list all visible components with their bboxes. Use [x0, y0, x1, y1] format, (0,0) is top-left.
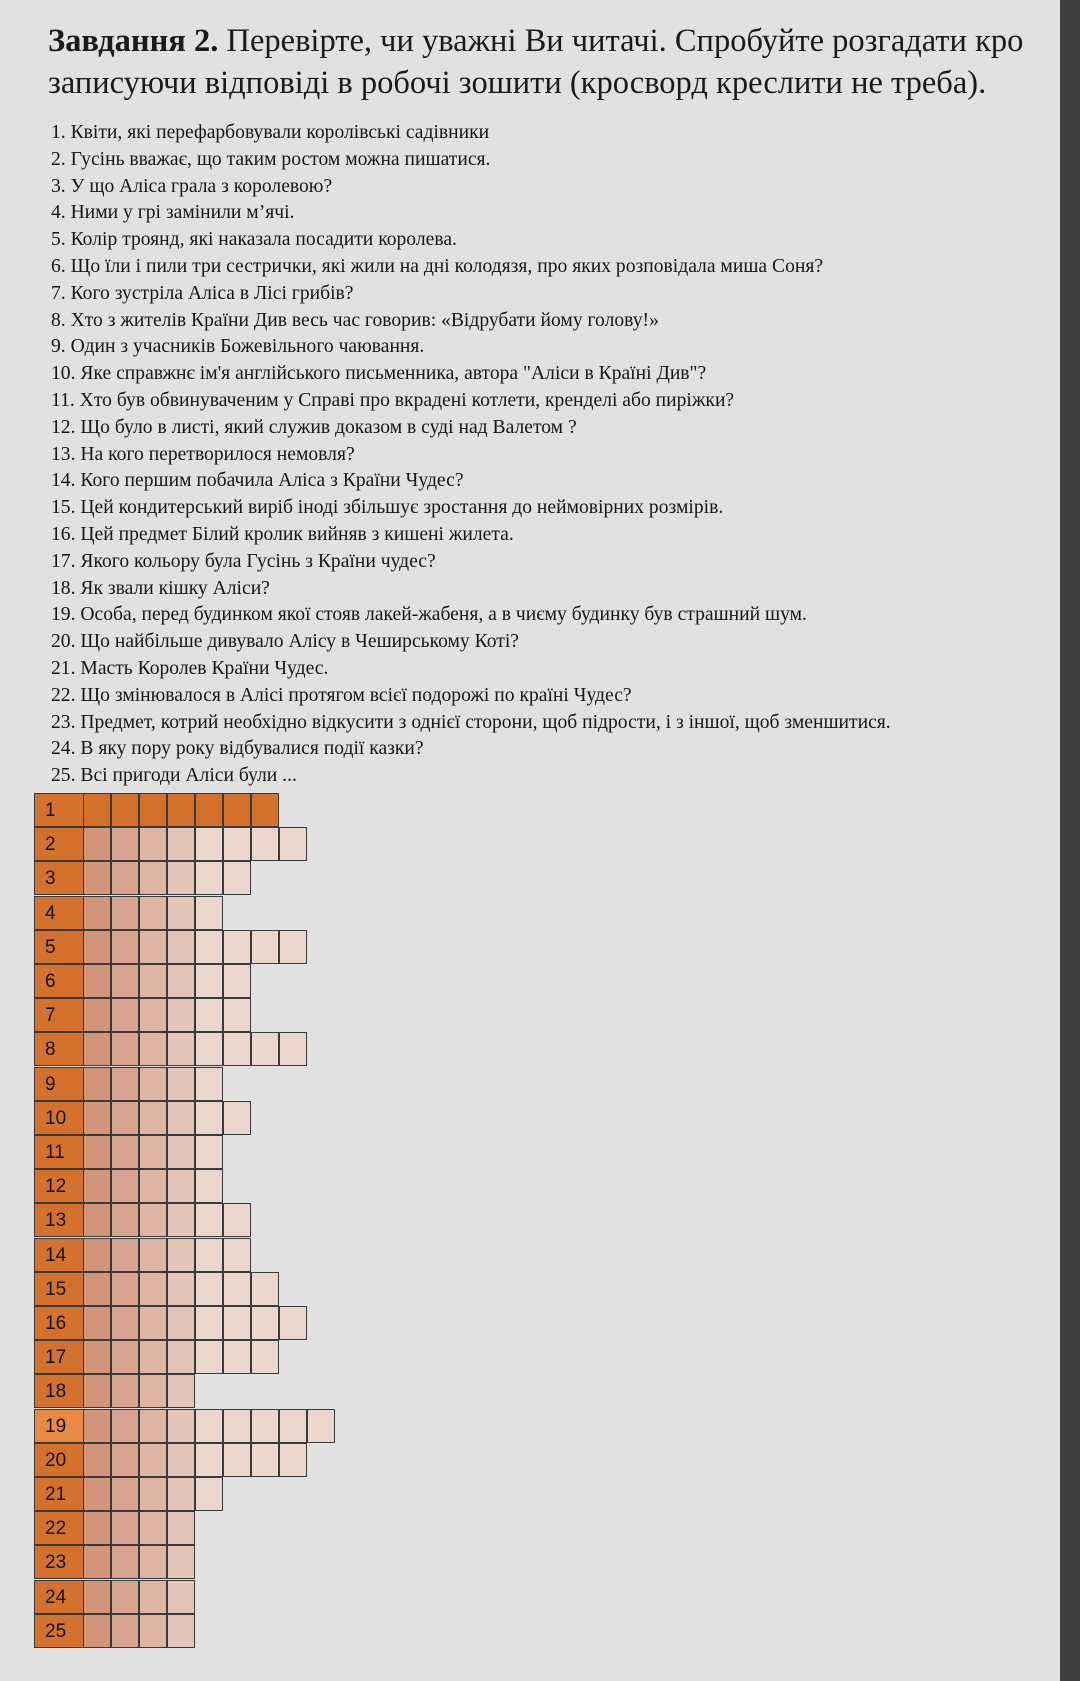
question-item: 6. Що їли і пили три сестрички, які жили на дні колодязя, про яких розповідала миша Соня? — [51, 255, 824, 277]
crossword-cell[interactable] — [167, 1032, 195, 1066]
crossword-cell[interactable] — [167, 827, 195, 861]
crossword-cell[interactable] — [83, 896, 111, 930]
crossword-cell[interactable] — [111, 964, 139, 998]
crossword-cell[interactable] — [111, 1067, 139, 1101]
crossword-cell[interactable] — [167, 896, 195, 930]
crossword-cell[interactable] — [251, 1272, 279, 1306]
question-list — [51, 120, 1066, 790]
crossword-row-number: 19 — [34, 1409, 84, 1443]
crossword-row — [34, 1409, 336, 1443]
question-item: 2. Гусінь вважає, що таким ростом можна пишатися. — [51, 148, 491, 170]
crossword-row-number: 22 — [34, 1511, 84, 1545]
question-item: 10. Яке справжнє ім'я англійського письменника, автора "Аліси в Країні Див"? — [51, 363, 707, 385]
crossword-row — [34, 1272, 280, 1306]
crossword-cell[interactable] — [223, 1409, 251, 1443]
crossword-cell[interactable] — [111, 1545, 139, 1579]
crossword-cell[interactable] — [139, 1340, 167, 1374]
crossword-cell[interactable] — [139, 1580, 167, 1614]
crossword-cell[interactable] — [279, 1032, 307, 1066]
question-item: 7. Кого зустріла Аліса в Лісі грибів? — [51, 282, 354, 304]
crossword-row — [34, 998, 252, 1032]
question-item: 8. Хто з жителів Країни Див весь час говорив: «Відрубати йому голову!» — [51, 309, 659, 331]
crossword-cell[interactable] — [167, 1272, 195, 1306]
crossword-row — [34, 827, 308, 861]
crossword-row — [34, 1340, 280, 1374]
crossword-row — [34, 1545, 196, 1579]
crossword-cell[interactable] — [195, 793, 223, 827]
crossword-cell[interactable] — [139, 861, 167, 895]
crossword-cell[interactable] — [83, 930, 111, 964]
crossword-cell[interactable] — [139, 1101, 167, 1135]
crossword-row-number: 15 — [34, 1272, 84, 1306]
heading-line-2: записуючи відповіді в робочі зошити (кросворд креслити не треба). — [48, 65, 987, 101]
crossword-row — [34, 793, 280, 827]
question-item: 22. Що змінювалося в Алісі протягом всієї подорожі по країні Чудес? — [51, 684, 632, 706]
crossword-cell[interactable] — [139, 793, 167, 827]
crossword-cell[interactable] — [139, 930, 167, 964]
crossword-grid — [34, 793, 394, 1649]
question-item: 20. Що найбільше дивувало Алісу в Чеширському Коті? — [51, 631, 519, 653]
crossword-cell[interactable] — [83, 1545, 111, 1579]
crossword-cell[interactable] — [223, 1340, 251, 1374]
crossword-row — [34, 1238, 252, 1272]
task-heading — [48, 20, 1068, 104]
crossword-cell[interactable] — [111, 1511, 139, 1545]
crossword-row-number: 16 — [34, 1306, 84, 1340]
crossword-row — [34, 1511, 196, 1545]
crossword-cell[interactable] — [307, 1409, 335, 1443]
crossword-row-number: 7 — [34, 998, 84, 1032]
crossword-cell[interactable] — [83, 1169, 111, 1203]
crossword-cell[interactable] — [251, 1409, 279, 1443]
crossword-cell[interactable] — [111, 1238, 139, 1272]
task-instructions: Перевірте, чи уважні Ви читачі. Спробуйте розгадати кро — [226, 23, 1024, 59]
crossword-cell[interactable] — [167, 1101, 195, 1135]
crossword-cell[interactable] — [223, 1443, 251, 1477]
crossword-cell[interactable] — [111, 861, 139, 895]
question-item: 25. Всі пригоди Аліси були ... — [51, 765, 297, 787]
crossword-cell[interactable] — [111, 1203, 139, 1237]
crossword-row-number: 3 — [34, 861, 84, 895]
question-item: 4. Ними у грі замінили м’ячі. — [51, 202, 295, 224]
crossword-cell[interactable] — [195, 964, 223, 998]
crossword-row-number: 23 — [34, 1545, 84, 1579]
crossword-cell[interactable] — [111, 1477, 139, 1511]
crossword-cell[interactable] — [195, 1203, 223, 1237]
crossword-cell[interactable] — [83, 1580, 111, 1614]
crossword-cell[interactable] — [111, 1340, 139, 1374]
crossword-cell[interactable] — [139, 1614, 167, 1648]
crossword-row-number: 6 — [34, 964, 84, 998]
crossword-cell[interactable] — [83, 1511, 111, 1545]
crossword-cell[interactable] — [251, 930, 279, 964]
crossword-cell[interactable] — [251, 793, 279, 827]
crossword-row — [34, 1374, 196, 1408]
crossword-row — [34, 1443, 308, 1477]
crossword-row-number: 8 — [34, 1032, 84, 1066]
crossword-row-number: 2 — [34, 827, 84, 861]
crossword-cell[interactable] — [139, 1203, 167, 1237]
crossword-cell[interactable] — [195, 1032, 223, 1066]
crossword-row — [34, 1203, 252, 1237]
task-label: Завдання 2. — [48, 23, 219, 59]
crossword-cell[interactable] — [223, 1238, 251, 1272]
crossword-cell[interactable] — [83, 998, 111, 1032]
crossword-cell[interactable] — [223, 1101, 251, 1135]
question-item: 11. Хто був обвинуваченим у Справі про вкрадені котлети, кренделі або пиріжки? — [51, 389, 735, 411]
crossword-cell[interactable] — [83, 1203, 111, 1237]
crossword-cell[interactable] — [279, 1306, 307, 1340]
crossword-cell[interactable] — [167, 998, 195, 1032]
crossword-cell[interactable] — [251, 1340, 279, 1374]
crossword-cell[interactable] — [195, 998, 223, 1032]
question-item: 23. Предмет, котрий необхідно відкусити з однієї сторони, щоб підрости, і з іншої, щоб зменшитися. — [51, 711, 891, 733]
crossword-row-number: 14 — [34, 1238, 84, 1272]
crossword-cell[interactable] — [139, 896, 167, 930]
crossword-row — [34, 930, 308, 964]
crossword-cell[interactable] — [279, 1443, 307, 1477]
crossword-cell[interactable] — [111, 1409, 139, 1443]
crossword-row-number: 10 — [34, 1101, 84, 1135]
crossword-cell[interactable] — [167, 1614, 195, 1648]
crossword-row — [34, 1135, 224, 1169]
crossword-cell[interactable] — [195, 1443, 223, 1477]
crossword-row-number: 5 — [34, 930, 84, 964]
crossword-cell[interactable] — [167, 1169, 195, 1203]
crossword-cell[interactable] — [139, 1032, 167, 1066]
crossword-cell[interactable] — [223, 827, 251, 861]
crossword-cell[interactable] — [111, 998, 139, 1032]
crossword-row-number: 18 — [34, 1374, 84, 1408]
crossword-cell[interactable] — [111, 793, 139, 827]
crossword-cell[interactable] — [111, 827, 139, 861]
crossword-cell[interactable] — [223, 930, 251, 964]
crossword-cell[interactable] — [139, 1135, 167, 1169]
crossword-cell[interactable] — [111, 1101, 139, 1135]
crossword-cell[interactable] — [83, 1409, 111, 1443]
crossword-cell[interactable] — [83, 827, 111, 861]
question-item: 19. Особа, перед будинком якої стояв лакей-жабеня, а в чиєму будинку був страшний шум. — [51, 604, 807, 626]
crossword-cell[interactable] — [223, 998, 251, 1032]
crossword-cell[interactable] — [167, 1580, 195, 1614]
crossword-cell[interactable] — [139, 1169, 167, 1203]
crossword-cell[interactable] — [195, 1238, 223, 1272]
crossword-row-number: 20 — [34, 1443, 84, 1477]
question-item: 21. Масть Королев Країни Чудес. — [51, 657, 329, 679]
crossword-cell[interactable] — [83, 1135, 111, 1169]
crossword-cell[interactable] — [83, 1067, 111, 1101]
crossword-cell[interactable] — [195, 1135, 223, 1169]
crossword-cell[interactable] — [167, 930, 195, 964]
crossword-cell[interactable] — [111, 1169, 139, 1203]
crossword-cell[interactable] — [279, 1409, 307, 1443]
crossword-cell[interactable] — [111, 1443, 139, 1477]
question-item: 18. Як звали кішку Аліси? — [51, 577, 270, 599]
crossword-cell[interactable] — [83, 1272, 111, 1306]
crossword-cell[interactable] — [251, 1443, 279, 1477]
crossword-row — [34, 1580, 196, 1614]
crossword-row-number: 21 — [34, 1477, 84, 1511]
crossword-row — [34, 1306, 308, 1340]
crossword-cell[interactable] — [167, 1374, 195, 1408]
crossword-cell[interactable] — [223, 1203, 251, 1237]
crossword-row-number: 24 — [34, 1580, 84, 1614]
crossword-cell[interactable] — [195, 1409, 223, 1443]
crossword-cell[interactable] — [195, 1477, 223, 1511]
crossword-row-number: 25 — [34, 1614, 84, 1648]
crossword-row — [34, 1101, 252, 1135]
crossword-cell[interactable] — [111, 1306, 139, 1340]
crossword-cell[interactable] — [251, 827, 279, 861]
question-item: 16. Цей предмет Білий кролик вийняв з кишені жилета. — [51, 523, 514, 545]
crossword-cell[interactable] — [111, 1580, 139, 1614]
crossword-row-number: 12 — [34, 1169, 84, 1203]
crossword-cell[interactable] — [83, 1443, 111, 1477]
crossword-cell[interactable] — [111, 1272, 139, 1306]
crossword-row-number: 13 — [34, 1203, 84, 1237]
crossword-cell[interactable] — [195, 1169, 223, 1203]
crossword-row-number: 9 — [34, 1067, 84, 1101]
crossword-cell[interactable] — [167, 1545, 195, 1579]
crossword-cell[interactable] — [139, 1545, 167, 1579]
crossword-row — [34, 1032, 308, 1066]
crossword-row-number: 1 — [34, 793, 84, 827]
crossword-cell[interactable] — [195, 930, 223, 964]
crossword-cell[interactable] — [223, 861, 251, 895]
crossword-cell[interactable] — [195, 1272, 223, 1306]
question-item: 1. Квіти, які перефарбовували королівські садівники — [51, 122, 490, 143]
crossword-cell[interactable] — [139, 1409, 167, 1443]
crossword-cell[interactable] — [139, 964, 167, 998]
question-item: 17. Якого кольору була Гусінь з Країни чудес? — [51, 550, 436, 572]
crossword-cell[interactable] — [111, 1614, 139, 1648]
crossword-row-number: 4 — [34, 896, 84, 930]
crossword-cell[interactable] — [167, 861, 195, 895]
crossword-cell[interactable] — [195, 1340, 223, 1374]
crossword-cell[interactable] — [167, 793, 195, 827]
crossword-row-number: 17 — [34, 1340, 84, 1374]
crossword-cell[interactable] — [195, 1067, 223, 1101]
crossword-cell[interactable] — [167, 1443, 195, 1477]
crossword-cell[interactable] — [195, 1306, 223, 1340]
crossword-cell[interactable] — [167, 1409, 195, 1443]
crossword-cell[interactable] — [195, 827, 223, 861]
crossword-cell[interactable] — [251, 1306, 279, 1340]
heading-line-1 — [48, 20, 1068, 62]
crossword-cell[interactable] — [83, 1032, 111, 1066]
question-item: 14. Кого першим побачила Аліса з Країни Чудес? — [51, 470, 464, 492]
crossword-cell[interactable] — [223, 1306, 251, 1340]
crossword-row — [34, 964, 252, 998]
crossword-row — [34, 896, 224, 930]
crossword-cell[interactable] — [83, 861, 111, 895]
crossword-cell[interactable] — [83, 1238, 111, 1272]
crossword-cell[interactable] — [83, 793, 111, 827]
crossword-row — [34, 1169, 224, 1203]
crossword-cell[interactable] — [139, 998, 167, 1032]
crossword-cell[interactable] — [83, 1306, 111, 1340]
crossword-cell[interactable] — [139, 1477, 167, 1511]
crossword-row — [34, 861, 252, 895]
crossword-cell[interactable] — [167, 1477, 195, 1511]
crossword-cell[interactable] — [167, 1511, 195, 1545]
crossword-cell[interactable] — [139, 1511, 167, 1545]
crossword-cell[interactable] — [195, 896, 223, 930]
crossword-cell[interactable] — [139, 827, 167, 861]
crossword-row-number: 11 — [34, 1135, 84, 1169]
crossword-cell[interactable] — [223, 1032, 251, 1066]
crossword-row — [34, 1067, 224, 1101]
question-item: 13. На кого перетворилося немовля? — [51, 443, 355, 465]
crossword-cell[interactable] — [167, 1067, 195, 1101]
crossword-cell[interactable] — [111, 1032, 139, 1066]
crossword-cell[interactable] — [111, 1135, 139, 1169]
crossword-cell[interactable] — [195, 1101, 223, 1135]
crossword-cell[interactable] — [139, 1067, 167, 1101]
crossword-cell[interactable] — [83, 964, 111, 998]
crossword-cell[interactable] — [167, 1238, 195, 1272]
crossword-cell[interactable] — [167, 1135, 195, 1169]
question-item: 3. У що Аліса грала з королевою? — [51, 175, 333, 197]
crossword-row — [34, 1614, 196, 1648]
question-item: 24. В яку пору року відбувалися події казки? — [51, 738, 424, 760]
crossword-cell[interactable] — [251, 1032, 279, 1066]
crossword-cell[interactable] — [167, 1306, 195, 1340]
crossword-cell[interactable] — [111, 1374, 139, 1408]
crossword-row — [34, 1477, 224, 1511]
crossword-cell[interactable] — [83, 1477, 111, 1511]
question-item: 5. Колір троянд, які наказала посадити королева. — [51, 229, 457, 251]
question-item: 12. Що було в листі, який служив доказом в суді над Валетом ? — [51, 416, 577, 438]
crossword-cell[interactable] — [83, 1101, 111, 1135]
crossword-cell[interactable] — [223, 964, 251, 998]
crossword-cell[interactable] — [279, 930, 307, 964]
crossword-cell[interactable] — [139, 1306, 167, 1340]
crossword-cell[interactable] — [111, 930, 139, 964]
crossword-cell[interactable] — [223, 1272, 251, 1306]
crossword-cell[interactable] — [167, 1340, 195, 1374]
crossword-cell[interactable] — [139, 1374, 167, 1408]
crossword-cell[interactable] — [83, 1374, 111, 1408]
question-item: 15. Цей кондитерський виріб іноді збільшує зростання до неймовірних розмірів. — [51, 497, 724, 519]
crossword-cell[interactable] — [195, 861, 223, 895]
crossword-cell[interactable] — [167, 964, 195, 998]
crossword-cell[interactable] — [83, 1614, 111, 1648]
crossword-cell[interactable] — [279, 827, 307, 861]
crossword-cell[interactable] — [139, 1272, 167, 1306]
crossword-cell[interactable] — [139, 1443, 167, 1477]
crossword-cell[interactable] — [139, 1238, 167, 1272]
crossword-cell[interactable] — [111, 896, 139, 930]
crossword-cell[interactable] — [167, 1203, 195, 1237]
question-item: 9. Один з учасників Божевільного чаювання. — [51, 336, 425, 358]
crossword-cell[interactable] — [83, 1340, 111, 1374]
crossword-cell[interactable] — [223, 793, 251, 827]
